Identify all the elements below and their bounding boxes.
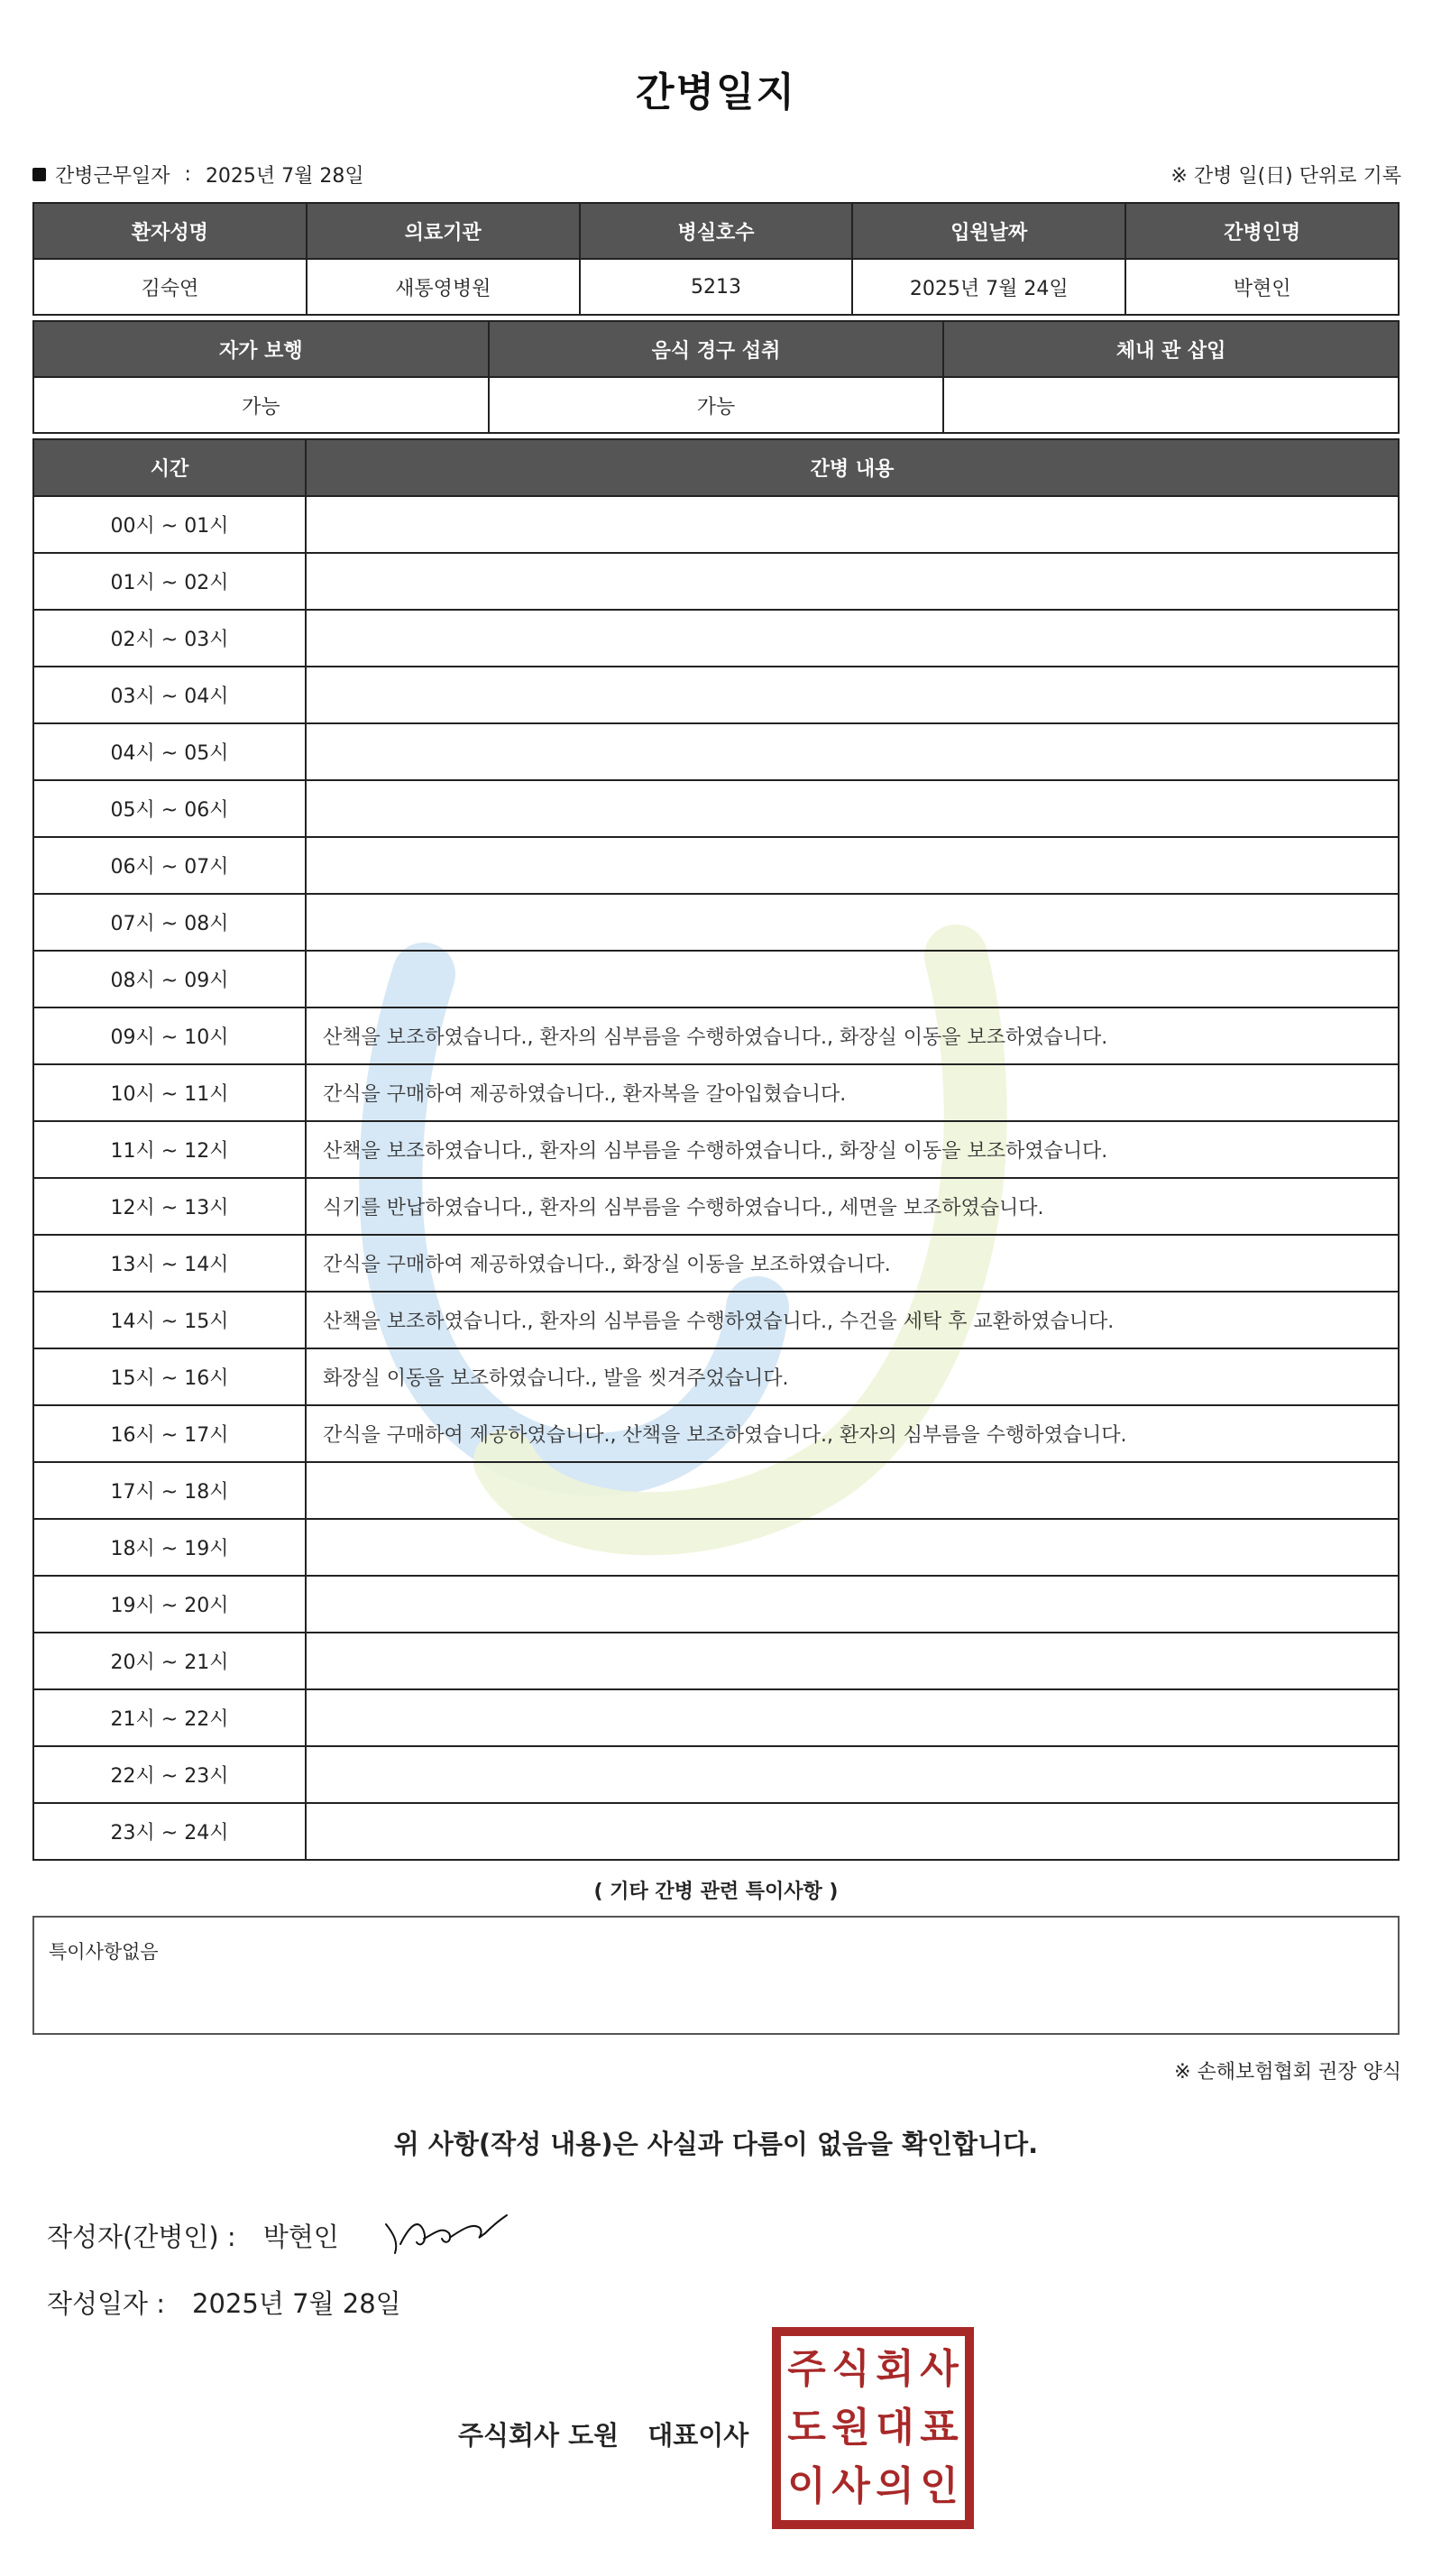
seal-character: 표: [920, 2404, 959, 2451]
form-source-note: ※ 손해보험협회 권장 양식: [1174, 2061, 1401, 2084]
log-content-cell: 산책을 보조하였습니다., 환자의 심부름을 수행하였습니다., 화장실 이동을 보조하였습니다.: [307, 1122, 1400, 1179]
log-time-cell: 18시 ~ 19시: [34, 1520, 307, 1577]
notes-title: ( 기타 간병 관련 특이사항 ): [593, 1881, 839, 1903]
log-time-cell: 16시 ~ 17시: [34, 1406, 307, 1463]
log-content-cell: 간식을 구매하여 제공하였습니다., 화장실 이동을 보조하였습니다.: [307, 1236, 1400, 1293]
writer-name: 박현인: [262, 2222, 339, 2252]
log-time-cell: 17시 ~ 18시: [34, 1463, 307, 1520]
log-content-cell: [307, 611, 1400, 667]
write-date-label: 작성일자 :: [47, 2288, 166, 2319]
seal-character: 원: [831, 2404, 870, 2451]
writer-label: 작성자(간병인) :: [47, 2222, 236, 2252]
company-seal-stamp: [772, 2327, 974, 2529]
notes-text: 특이사항없음: [49, 1941, 159, 1963]
log-content-cell: 식기를 반납하였습니다., 환자의 심부름을 수행하였습니다., 세면을 보조하였습니다.: [307, 1179, 1400, 1236]
confirmation-statement: 위 사항(작성 내용)은 사실과 다름이 없음을 확인합니다.: [393, 2129, 1039, 2159]
write-date-line: [47, 2284, 401, 2321]
log-time-cell: 08시 ~ 09시: [34, 952, 307, 1008]
log-content-cell: [307, 1633, 1400, 1690]
seal-character: 사: [920, 2345, 959, 2392]
seal-character: 주: [787, 2345, 826, 2392]
log-time-cell: 05시 ~ 06시: [34, 781, 307, 838]
log-time-cell: 21시 ~ 22시: [34, 1690, 307, 1747]
work-date-value: 2025년 7월 28일: [205, 165, 364, 188]
log-content-cell: [307, 838, 1400, 895]
log-time-cell: 22시 ~ 23시: [34, 1747, 307, 1804]
log-time-cell: 15시 ~ 16시: [34, 1349, 307, 1406]
log-content-cell: [307, 1747, 1400, 1804]
bullet-square-icon: [32, 168, 46, 181]
log-content-cell: [307, 724, 1400, 781]
content-column-header: 간병 내용: [307, 440, 1400, 497]
log-time-cell: 07시 ~ 08시: [34, 895, 307, 952]
seal-character: 식: [831, 2345, 870, 2392]
status-table-header: 자가 보행: [34, 322, 490, 378]
log-time-cell: 09시 ~ 10시: [34, 1008, 307, 1065]
admission-date: 2025년 7월 24일: [853, 260, 1126, 316]
log-content-cell: [307, 781, 1400, 838]
log-time-cell: 11시 ~ 12시: [34, 1122, 307, 1179]
room-number: 5213: [581, 260, 854, 316]
log-content-cell: 간식을 구매하여 제공하였습니다., 환자복을 갈아입혔습니다.: [307, 1065, 1400, 1122]
work-date: [32, 161, 364, 189]
log-content-cell: [307, 1577, 1400, 1633]
care-log-table: [32, 438, 1400, 1861]
log-time-cell: 04시 ~ 05시: [34, 724, 307, 781]
log-content-cell: [307, 952, 1400, 1008]
patient-table-header: 환자성명: [34, 204, 308, 260]
log-time-cell: 06시 ~ 07시: [34, 838, 307, 895]
seal-character: 대: [876, 2404, 914, 2451]
patient-table: [32, 202, 1400, 316]
patient-table-header: 의료기관: [308, 204, 581, 260]
patient-table-header: 병실호수: [581, 204, 854, 260]
log-content-cell: [307, 1520, 1400, 1577]
work-date-label: 간병근무일자: [55, 165, 170, 188]
company-name: 주식회사 도원: [458, 2420, 620, 2451]
seal-character: 회: [876, 2345, 914, 2392]
seal-character: 도: [787, 2404, 826, 2451]
self-walking-value: 가능: [34, 378, 490, 434]
seal-character: 이: [787, 2463, 826, 2510]
log-time-cell: 20시 ~ 21시: [34, 1633, 307, 1690]
log-time-cell: 12시 ~ 13시: [34, 1179, 307, 1236]
seal-character: 인: [920, 2463, 959, 2510]
log-time-cell: 02시 ~ 03시: [34, 611, 307, 667]
company-title: 대표이사: [647, 2420, 749, 2451]
tube-insertion-value: [944, 378, 1400, 434]
notes-box: [32, 1916, 1400, 2035]
caregiver-name: 박현인: [1126, 260, 1400, 316]
log-content-cell: [307, 1463, 1400, 1520]
log-content-cell: [307, 497, 1400, 554]
seal-character: 사: [831, 2463, 870, 2510]
log-content-cell: [307, 895, 1400, 952]
time-column-header: 시간: [34, 440, 307, 497]
oral-intake-value: 가능: [490, 378, 945, 434]
log-time-cell: 01시 ~ 02시: [34, 554, 307, 611]
patient-table-header: 입원날짜: [853, 204, 1126, 260]
log-time-cell: 14시 ~ 15시: [34, 1293, 307, 1349]
log-content-cell: 간식을 구매하여 제공하였습니다., 산책을 보조하였습니다., 환자의 심부름을 수행하였습니다.: [307, 1406, 1400, 1463]
log-content-cell: 산책을 보조하였습니다., 환자의 심부름을 수행하였습니다., 수건을 세탁 후 교환하였습니다.: [307, 1293, 1400, 1349]
patient-name: 김숙연: [34, 260, 308, 316]
log-content-cell: 산책을 보조하였습니다., 환자의 심부름을 수행하였습니다., 화장실 이동을 보조하였습니다.: [307, 1008, 1400, 1065]
log-time-cell: 00시 ~ 01시: [34, 497, 307, 554]
log-time-cell: 10시 ~ 11시: [34, 1065, 307, 1122]
log-time-cell: 13시 ~ 14시: [34, 1236, 307, 1293]
seal-character: 의: [876, 2463, 914, 2510]
work-date-separator: :: [184, 163, 191, 186]
log-time-cell: 19시 ~ 20시: [34, 1577, 307, 1633]
log-content-cell: [307, 667, 1400, 724]
log-content-cell: [307, 1804, 1400, 1861]
status-table-header: 체내 관 삽입: [944, 322, 1400, 378]
log-time-cell: 23시 ~ 24시: [34, 1804, 307, 1861]
write-date-value: 2025년 7월 28일: [192, 2288, 401, 2319]
company-line: [458, 2415, 748, 2452]
writer-line: [47, 2217, 339, 2254]
log-content-cell: [307, 1690, 1400, 1747]
record-note: ※ 간병 일(日) 단위로 기록: [1170, 165, 1401, 188]
log-time-cell: 03시 ~ 04시: [34, 667, 307, 724]
status-table: [32, 320, 1400, 434]
signature-icon: [379, 2206, 514, 2260]
status-table-header: 음식 경구 섭취: [490, 322, 945, 378]
patient-table-header: 간병인명: [1126, 204, 1400, 260]
hospital-name: 새통영병원: [308, 260, 581, 316]
log-content-cell: [307, 554, 1400, 611]
page-title: 간병일지: [635, 69, 796, 115]
log-content-cell: 화장실 이동을 보조하였습니다., 발을 씻겨주었습니다.: [307, 1349, 1400, 1406]
